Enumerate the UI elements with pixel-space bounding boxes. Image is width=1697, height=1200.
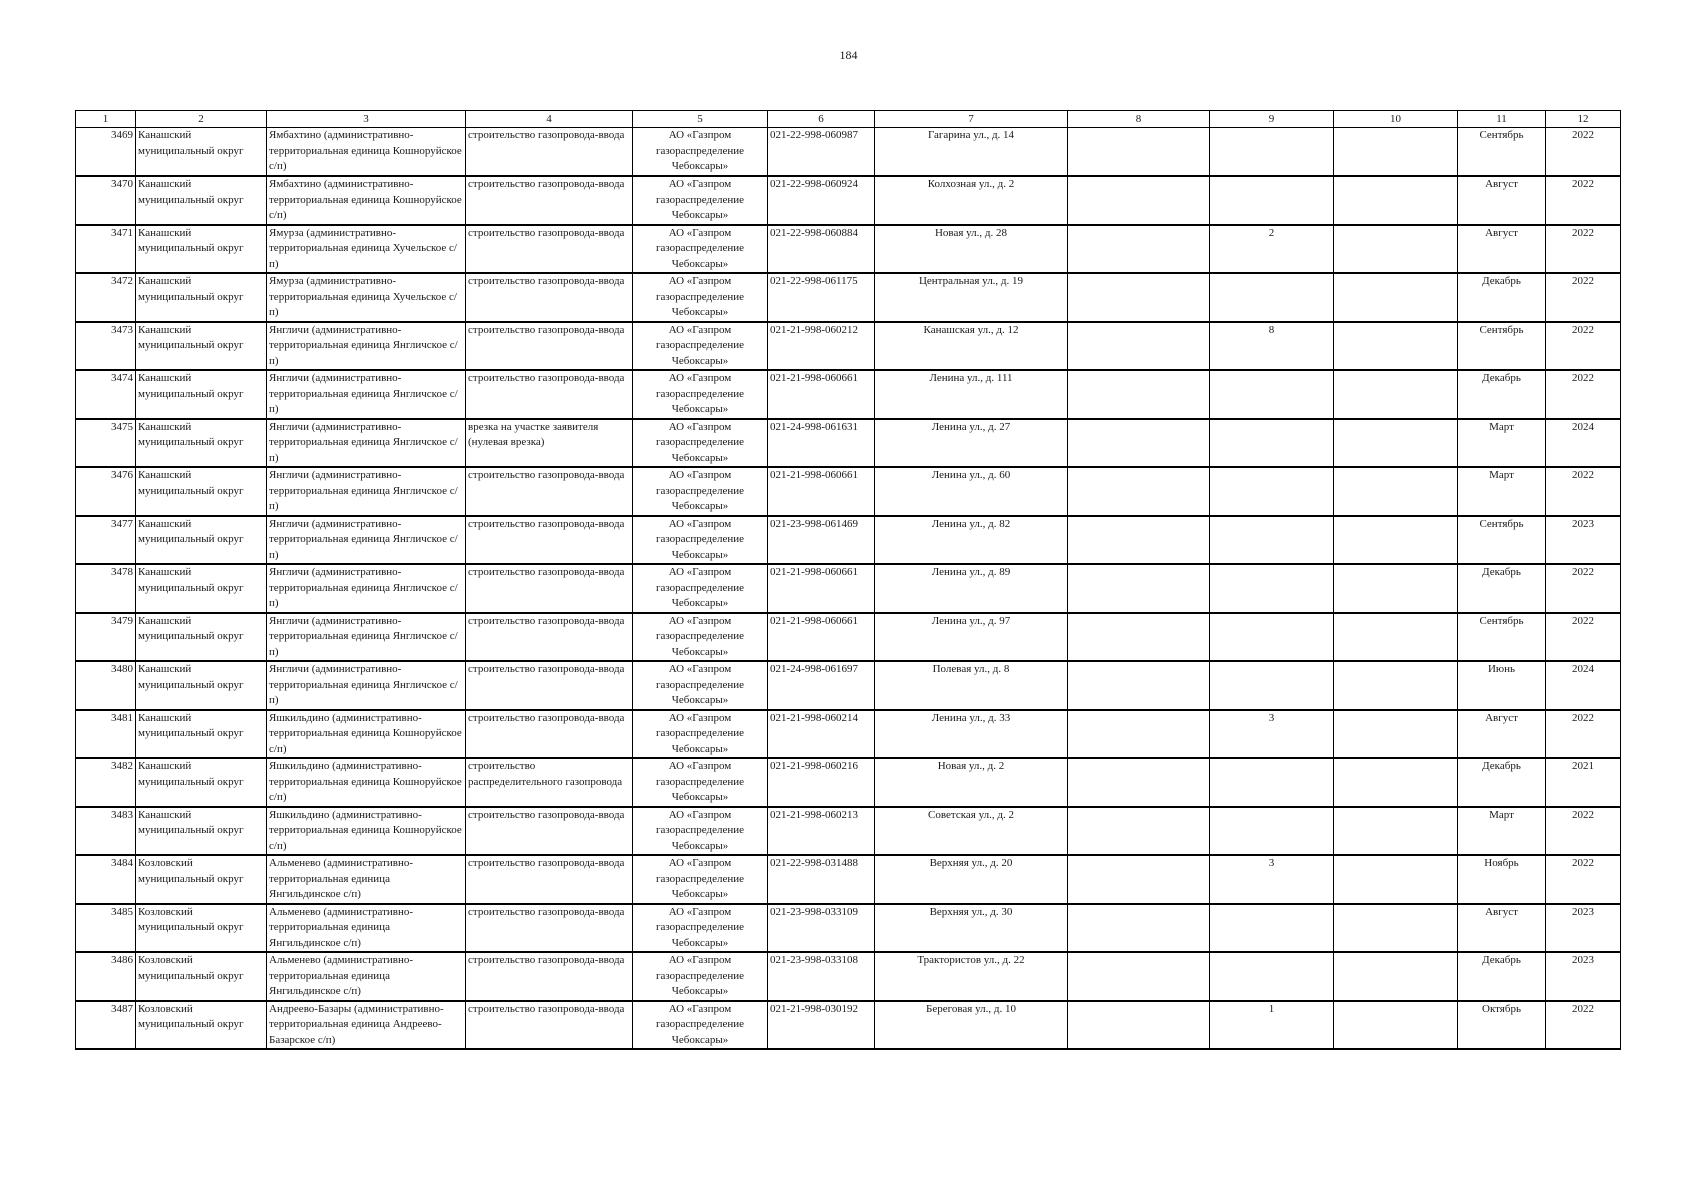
table-row	[76, 176, 1621, 225]
address-cell: Ленина ул., д. 89	[875, 564, 1068, 613]
row-number-cell: 3469	[76, 128, 136, 177]
column-10-cell	[1334, 370, 1458, 419]
application-code-cell: 021-21-998-060213	[768, 807, 875, 856]
column-9-cell: 2	[1210, 225, 1334, 274]
year-cell: 2023	[1546, 516, 1621, 565]
column-10-cell	[1334, 516, 1458, 565]
district-cell: Канашский муниципальный округ	[136, 225, 267, 274]
column-header: 2	[136, 111, 267, 128]
address-cell: Колхозная ул., д. 2	[875, 176, 1068, 225]
column-10-cell	[1334, 467, 1458, 516]
column-9-cell	[1210, 273, 1334, 322]
column-10-cell	[1334, 176, 1458, 225]
column-10-cell	[1334, 710, 1458, 759]
column-9-cell: 3	[1210, 710, 1334, 759]
column-9-cell	[1210, 952, 1334, 1001]
column-8-cell	[1068, 273, 1210, 322]
column-header: 7	[875, 111, 1068, 128]
column-8-cell	[1068, 322, 1210, 371]
organization-cell: АО «Газпром газораспределение Чебоксары»	[633, 710, 768, 759]
year-cell: 2023	[1546, 904, 1621, 953]
address-cell: Ленина ул., д. 111	[875, 370, 1068, 419]
year-cell: 2022	[1546, 855, 1621, 904]
address-cell: Канашская ул., д. 12	[875, 322, 1068, 371]
address-cell: Ленина ул., д. 33	[875, 710, 1068, 759]
column-8-cell	[1068, 758, 1210, 807]
address-cell: Верхняя ул., д. 30	[875, 904, 1068, 953]
application-code-cell: 021-22-998-060987	[768, 128, 875, 177]
column-9-cell	[1210, 467, 1334, 516]
row-number-cell: 3470	[76, 176, 136, 225]
district-cell: Канашский муниципальный округ	[136, 419, 267, 468]
column-header: 4	[466, 111, 633, 128]
column-10-cell	[1334, 419, 1458, 468]
month-cell: Август	[1458, 710, 1546, 759]
row-number-cell: 3471	[76, 225, 136, 274]
column-8-cell	[1068, 613, 1210, 662]
column-header: 1	[76, 111, 136, 128]
column-10-cell	[1334, 661, 1458, 710]
district-cell: Канашский муниципальный округ	[136, 710, 267, 759]
column-9-cell	[1210, 661, 1334, 710]
locality-cell: Ямбахтино (административно-территориальная единица Кошноруйское с/п)	[267, 176, 466, 225]
locality-cell: Альменево (административно-территориальная единица Янгильдинское с/п)	[267, 904, 466, 953]
row-number-cell: 3483	[76, 807, 136, 856]
organization-cell: АО «Газпром газораспределение Чебоксары»	[633, 419, 768, 468]
address-cell: Полевая ул., д. 8	[875, 661, 1068, 710]
table-body	[76, 128, 1621, 1050]
column-10-cell	[1334, 758, 1458, 807]
month-cell: Сентябрь	[1458, 322, 1546, 371]
organization-cell: АО «Газпром газораспределение Чебоксары»	[633, 128, 768, 177]
table-row	[76, 467, 1621, 516]
column-8-cell	[1068, 1001, 1210, 1050]
application-code-cell: 021-23-998-061469	[768, 516, 875, 565]
column-8-cell	[1068, 516, 1210, 565]
address-cell: Советская ул., д. 2	[875, 807, 1068, 856]
row-number-cell: 3473	[76, 322, 136, 371]
year-cell: 2022	[1546, 370, 1621, 419]
district-cell: Канашский муниципальный округ	[136, 661, 267, 710]
locality-cell: Андреево-Базары (административно-территориальная единица Андреево-Базарское с/п)	[267, 1001, 466, 1050]
work-type-cell: строительство газопровода-ввода	[466, 467, 633, 516]
district-cell: Козловский муниципальный округ	[136, 904, 267, 953]
column-9-cell	[1210, 516, 1334, 565]
address-cell: Ленина ул., д. 82	[875, 516, 1068, 565]
application-code-cell: 021-21-998-060212	[768, 322, 875, 371]
organization-cell: АО «Газпром газораспределение Чебоксары»	[633, 952, 768, 1001]
row-number-cell: 3474	[76, 370, 136, 419]
year-cell: 2022	[1546, 710, 1621, 759]
district-cell: Канашский муниципальный округ	[136, 516, 267, 565]
work-type-cell: строительство газопровода-ввода	[466, 273, 633, 322]
column-9-cell: 3	[1210, 855, 1334, 904]
month-cell: Ноябрь	[1458, 855, 1546, 904]
month-cell: Декабрь	[1458, 370, 1546, 419]
application-code-cell: 021-23-998-033108	[768, 952, 875, 1001]
column-10-cell	[1334, 273, 1458, 322]
month-cell: Март	[1458, 467, 1546, 516]
work-type-cell: строительство газопровода-ввода	[466, 564, 633, 613]
work-type-cell: строительство газопровода-ввода	[466, 710, 633, 759]
year-cell: 2022	[1546, 613, 1621, 662]
column-10-cell	[1334, 807, 1458, 856]
application-code-cell: 021-22-998-061175	[768, 273, 875, 322]
month-cell: Сентябрь	[1458, 128, 1546, 177]
month-cell: Декабрь	[1458, 758, 1546, 807]
column-header: 11	[1458, 111, 1546, 128]
district-cell: Козловский муниципальный округ	[136, 855, 267, 904]
year-cell: 2022	[1546, 128, 1621, 177]
row-number-cell: 3481	[76, 710, 136, 759]
month-cell: Декабрь	[1458, 952, 1546, 1001]
table-row	[76, 758, 1621, 807]
locality-cell: Альменево (административно-территориальная единица Янгильдинское с/п)	[267, 855, 466, 904]
column-9-cell	[1210, 613, 1334, 662]
column-9-cell	[1210, 419, 1334, 468]
district-cell: Канашский муниципальный округ	[136, 613, 267, 662]
application-code-cell: 021-21-998-060661	[768, 370, 875, 419]
address-cell: Новая ул., д. 2	[875, 758, 1068, 807]
year-cell: 2022	[1546, 225, 1621, 274]
locality-cell: Янгличи (административно-территориальная единица Янгличское с/п)	[267, 322, 466, 371]
locality-cell: Янгличи (административно-территориальная единица Янгличское с/п)	[267, 516, 466, 565]
district-cell: Канашский муниципальный округ	[136, 273, 267, 322]
locality-cell: Янгличи (административно-территориальная единица Янгличское с/п)	[267, 419, 466, 468]
column-9-cell	[1210, 807, 1334, 856]
locality-cell: Янгличи (административно-территориальная единица Янгличское с/п)	[267, 370, 466, 419]
organization-cell: АО «Газпром газораспределение Чебоксары»	[633, 273, 768, 322]
column-9-cell	[1210, 904, 1334, 953]
table-row	[76, 419, 1621, 468]
column-10-cell	[1334, 225, 1458, 274]
table-row	[76, 661, 1621, 710]
row-number-cell: 3475	[76, 419, 136, 468]
column-9-cell	[1210, 370, 1334, 419]
organization-cell: АО «Газпром газораспределение Чебоксары»	[633, 225, 768, 274]
column-10-cell	[1334, 322, 1458, 371]
year-cell: 2022	[1546, 176, 1621, 225]
column-10-cell	[1334, 613, 1458, 662]
table-row	[76, 370, 1621, 419]
year-cell: 2021	[1546, 758, 1621, 807]
column-8-cell	[1068, 661, 1210, 710]
organization-cell: АО «Газпром газораспределение Чебоксары»	[633, 807, 768, 856]
table-row	[76, 855, 1621, 904]
column-8-cell	[1068, 710, 1210, 759]
locality-cell: Янгличи (административно-территориальная единица Янгличское с/п)	[267, 613, 466, 662]
column-8-cell	[1068, 564, 1210, 613]
column-10-cell	[1334, 855, 1458, 904]
table-row	[76, 1001, 1621, 1050]
column-10-cell	[1334, 904, 1458, 953]
application-code-cell: 021-21-998-060661	[768, 467, 875, 516]
district-cell: Козловский муниципальный округ	[136, 1001, 267, 1050]
address-cell: Новая ул., д. 28	[875, 225, 1068, 274]
application-code-cell: 021-22-998-060884	[768, 225, 875, 274]
table-row	[76, 952, 1621, 1001]
column-header: 10	[1334, 111, 1458, 128]
column-header: 12	[1546, 111, 1621, 128]
column-number-header-row	[76, 111, 1621, 128]
district-cell: Козловский муниципальный округ	[136, 952, 267, 1001]
address-cell: Центральная ул., д. 19	[875, 273, 1068, 322]
locality-cell: Ямбахтино (административно-территориальная единица Кошноруйское с/п)	[267, 128, 466, 177]
address-cell: Трактористов ул., д. 22	[875, 952, 1068, 1001]
year-cell: 2022	[1546, 807, 1621, 856]
address-cell: Ленина ул., д. 27	[875, 419, 1068, 468]
application-code-cell: 021-21-998-030192	[768, 1001, 875, 1050]
organization-cell: АО «Газпром газораспределение Чебоксары»	[633, 855, 768, 904]
column-9-cell	[1210, 176, 1334, 225]
locality-cell: Ямурза (административно-территориальная единица Хучельское с/п)	[267, 225, 466, 274]
locality-cell: Янгличи (административно-территориальная единица Янгличское с/п)	[267, 467, 466, 516]
year-cell: 2024	[1546, 661, 1621, 710]
year-cell: 2022	[1546, 322, 1621, 371]
locality-cell: Яшкильдино (административно-территориальная единица Кошноруйское с/п)	[267, 710, 466, 759]
month-cell: Август	[1458, 904, 1546, 953]
row-number-cell: 3478	[76, 564, 136, 613]
work-type-cell: строительство распределительного газопровода	[466, 758, 633, 807]
locality-cell: Яшкильдино (административно-территориальная единица Кошноруйское с/п)	[267, 807, 466, 856]
year-cell: 2022	[1546, 273, 1621, 322]
month-cell: Сентябрь	[1458, 516, 1546, 565]
column-header: 3	[267, 111, 466, 128]
column-8-cell	[1068, 855, 1210, 904]
page-number: 184	[839, 48, 858, 62]
table-row	[76, 904, 1621, 953]
row-number-cell: 3480	[76, 661, 136, 710]
address-cell: Верхняя ул., д. 20	[875, 855, 1068, 904]
application-code-cell: 021-24-998-061631	[768, 419, 875, 468]
work-type-cell: строительство газопровода-ввода	[466, 661, 633, 710]
organization-cell: АО «Газпром газораспределение Чебоксары»	[633, 1001, 768, 1050]
table-row	[76, 273, 1621, 322]
column-8-cell	[1068, 952, 1210, 1001]
column-9-cell: 1	[1210, 1001, 1334, 1050]
work-type-cell: строительство газопровода-ввода	[466, 322, 633, 371]
column-header: 6	[768, 111, 875, 128]
work-type-cell: строительство газопровода-ввода	[466, 1001, 633, 1050]
column-10-cell	[1334, 564, 1458, 613]
address-cell: Береговая ул., д. 10	[875, 1001, 1068, 1050]
row-number-cell: 3486	[76, 952, 136, 1001]
year-cell: 2024	[1546, 419, 1621, 468]
application-code-cell: 021-22-998-060924	[768, 176, 875, 225]
column-9-cell: 8	[1210, 322, 1334, 371]
table-row	[76, 710, 1621, 759]
address-cell: Гагарина ул., д. 14	[875, 128, 1068, 177]
row-number-cell: 3477	[76, 516, 136, 565]
district-cell: Канашский муниципальный округ	[136, 370, 267, 419]
application-code-cell: 021-23-998-033109	[768, 904, 875, 953]
application-code-cell: 021-21-998-060661	[768, 564, 875, 613]
column-8-cell	[1068, 419, 1210, 468]
table-row	[76, 613, 1621, 662]
column-8-cell	[1068, 128, 1210, 177]
column-8-cell	[1068, 225, 1210, 274]
locality-cell: Янгличи (административно-территориальная единица Янгличское с/п)	[267, 661, 466, 710]
table-row	[76, 807, 1621, 856]
organization-cell: АО «Газпром газораспределение Чебоксары»	[633, 758, 768, 807]
month-cell: Август	[1458, 225, 1546, 274]
work-type-cell: строительство газопровода-ввода	[466, 904, 633, 953]
month-cell: Декабрь	[1458, 564, 1546, 613]
application-code-cell: 021-21-998-060216	[768, 758, 875, 807]
gas-connection-register-table	[75, 110, 1621, 1050]
work-type-cell: строительство газопровода-ввода	[466, 176, 633, 225]
row-number-cell: 3476	[76, 467, 136, 516]
application-code-cell: 021-22-998-031488	[768, 855, 875, 904]
month-cell: Июнь	[1458, 661, 1546, 710]
column-8-cell	[1068, 904, 1210, 953]
address-cell: Ленина ул., д. 97	[875, 613, 1068, 662]
application-code-cell: 021-21-998-060661	[768, 613, 875, 662]
work-type-cell: строительство газопровода-ввода	[466, 128, 633, 177]
month-cell: Октябрь	[1458, 1001, 1546, 1050]
month-cell: Сентябрь	[1458, 613, 1546, 662]
district-cell: Канашский муниципальный округ	[136, 758, 267, 807]
organization-cell: АО «Газпром газораспределение Чебоксары»	[633, 322, 768, 371]
table-row	[76, 322, 1621, 371]
table-row	[76, 516, 1621, 565]
work-type-cell: строительство газопровода-ввода	[466, 225, 633, 274]
row-number-cell: 3484	[76, 855, 136, 904]
locality-cell: Янгличи (административно-территориальная единица Янгличское с/п)	[267, 564, 466, 613]
column-8-cell	[1068, 467, 1210, 516]
year-cell: 2023	[1546, 952, 1621, 1001]
table-row	[76, 128, 1621, 177]
column-10-cell	[1334, 128, 1458, 177]
application-code-cell: 021-21-998-060214	[768, 710, 875, 759]
address-cell: Ленина ул., д. 60	[875, 467, 1068, 516]
district-cell: Канашский муниципальный округ	[136, 564, 267, 613]
month-cell: Август	[1458, 176, 1546, 225]
column-10-cell	[1334, 1001, 1458, 1050]
organization-cell: АО «Газпром газораспределение Чебоксары»	[633, 904, 768, 953]
district-cell: Канашский муниципальный округ	[136, 128, 267, 177]
row-number-cell: 3487	[76, 1001, 136, 1050]
organization-cell: АО «Газпром газораспределение Чебоксары»	[633, 467, 768, 516]
district-cell: Канашский муниципальный округ	[136, 322, 267, 371]
column-header: 5	[633, 111, 768, 128]
month-cell: Декабрь	[1458, 273, 1546, 322]
organization-cell: АО «Газпром газораспределение Чебоксары»	[633, 613, 768, 662]
row-number-cell: 3485	[76, 904, 136, 953]
organization-cell: АО «Газпром газораспределение Чебоксары»	[633, 661, 768, 710]
work-type-cell: строительство газопровода-ввода	[466, 952, 633, 1001]
work-type-cell: строительство газопровода-ввода	[466, 370, 633, 419]
column-9-cell	[1210, 758, 1334, 807]
row-number-cell: 3479	[76, 613, 136, 662]
work-type-cell: строительство газопровода-ввода	[466, 855, 633, 904]
organization-cell: АО «Газпром газораспределение Чебоксары»	[633, 516, 768, 565]
column-8-cell	[1068, 807, 1210, 856]
row-number-cell: 3482	[76, 758, 136, 807]
district-cell: Канашский муниципальный округ	[136, 467, 267, 516]
work-type-cell: врезка на участке заявителя (нулевая врезка)	[466, 419, 633, 468]
column-header: 8	[1068, 111, 1210, 128]
year-cell: 2022	[1546, 467, 1621, 516]
locality-cell: Ямурза (административно-территориальная единица Хучельское с/п)	[267, 273, 466, 322]
month-cell: Март	[1458, 419, 1546, 468]
column-10-cell	[1334, 952, 1458, 1001]
year-cell: 2022	[1546, 564, 1621, 613]
year-cell: 2022	[1546, 1001, 1621, 1050]
work-type-cell: строительство газопровода-ввода	[466, 613, 633, 662]
column-header: 9	[1210, 111, 1334, 128]
district-cell: Канашский муниципальный округ	[136, 176, 267, 225]
organization-cell: АО «Газпром газораспределение Чебоксары»	[633, 564, 768, 613]
table-row	[76, 564, 1621, 613]
column-8-cell	[1068, 176, 1210, 225]
application-code-cell: 021-24-998-061697	[768, 661, 875, 710]
column-9-cell	[1210, 128, 1334, 177]
row-number-cell: 3472	[76, 273, 136, 322]
organization-cell: АО «Газпром газораспределение Чебоксары»	[633, 370, 768, 419]
work-type-cell: строительство газопровода-ввода	[466, 516, 633, 565]
work-type-cell: строительство газопровода-ввода	[466, 807, 633, 856]
table-row	[76, 225, 1621, 274]
district-cell: Канашский муниципальный округ	[136, 807, 267, 856]
column-9-cell	[1210, 564, 1334, 613]
column-8-cell	[1068, 370, 1210, 419]
organization-cell: АО «Газпром газораспределение Чебоксары»	[633, 176, 768, 225]
locality-cell: Яшкильдино (административно-территориальная единица Кошноруйское с/п)	[267, 758, 466, 807]
month-cell: Март	[1458, 807, 1546, 856]
locality-cell: Альменево (административно-территориальная единица Янгильдинское с/п)	[267, 952, 466, 1001]
